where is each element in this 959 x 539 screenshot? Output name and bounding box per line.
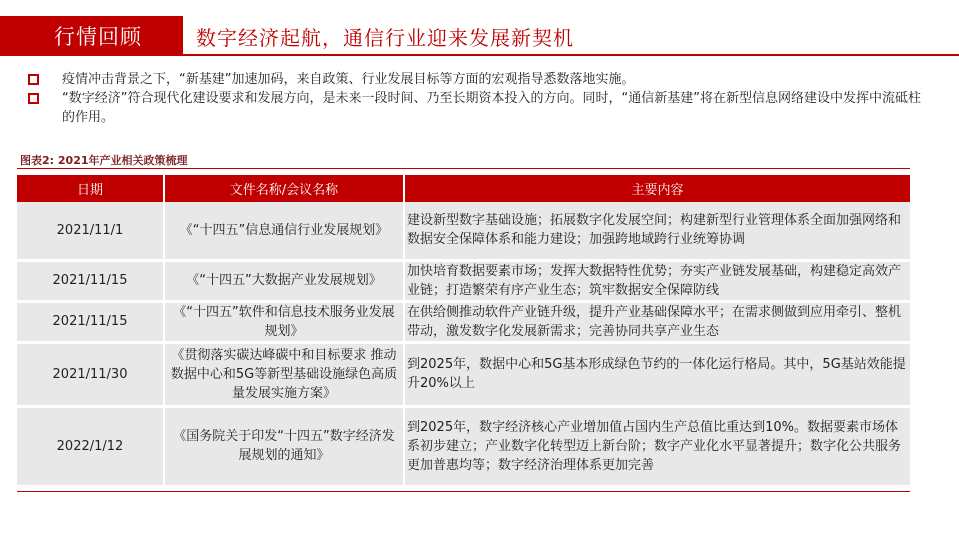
column-header-document: 文件名称/会议名称: [164, 175, 404, 202]
cell-content: 在供给侧推动软件产业链升级，提升产业基础保障水平；在需求侧做到应用牵引、整机带动，激发数字化发展新需求；完善协同共享产业生态: [404, 301, 910, 342]
bullet-item: [22, 70, 922, 89]
cell-content: 建设新型数字基础设施；拓展数字化发展空间；构建新型行业管理体系全面加强网络和数据安全保障体系和能力建设；加强跨地域跨行业统筹协调: [404, 202, 910, 260]
column-header-date: 日期: [17, 175, 164, 202]
table-bottom-divider: [17, 491, 910, 492]
bullet-item: [22, 89, 922, 127]
bullet-text: 疫情冲击背景之下，“新基建”加速加码，来自政策、行业发展目标等方面的宏观指导悉数落地实施。: [62, 72, 635, 87]
cell-date: 2022/1/12: [17, 406, 164, 486]
table-row: [17, 406, 910, 486]
table-row: [17, 342, 910, 406]
cell-date: 2021/11/30: [17, 342, 164, 406]
cell-content: 到2025年，数字经济核心产业增加值占国内生产总值比重达到10%。数据要素市场体系初步建立；产业数字化转型迈上新台阶；数字产业化水平显著提升；数字化公共服务更加普惠均等；数字经济治理体系更加完善: [404, 406, 910, 486]
section-label: 行情回顾: [54, 25, 142, 49]
bullet-list: [22, 70, 922, 127]
cell-content: 到2025年，数据中心和5G基本形成绿色节约的一体化运行格局。其中，5G基站效能提升20%以上: [404, 342, 910, 406]
cell-document: 《贯彻落实碳达峰碳中和目标要求 推动数据中心和5G等新型基础设施绿色高质量发展实施方案》: [164, 342, 404, 406]
square-bullet-icon: [28, 93, 39, 104]
cell-document: 《国务院关于印发“十四五”数字经济发展规划的通知》: [164, 406, 404, 486]
policy-table: [17, 175, 910, 488]
bullet-text: “数字经济”符合现代化建设要求和发展方向，是未来一段时间、乃至长期资本投入的方向。同时，“通信新基建”将在新型信息网络建设中发挥中流砥柱的作用。: [62, 91, 921, 125]
table-row: [17, 202, 910, 260]
table-row: [17, 260, 910, 301]
column-header-content: 主要内容: [404, 175, 910, 202]
section-label-block: [0, 16, 183, 56]
figure-caption: 图表2: 2021年产业相关政策梳理: [20, 154, 188, 167]
cell-document: 《“十四五”大数据产业发展规划》: [164, 260, 404, 301]
page-title: 数字经济起航，通信行业迎来发展新契机: [196, 26, 574, 50]
table-row: [17, 301, 910, 342]
cell-content: 加快培育数据要素市场；发挥大数据特性优势；夯实产业链发展基础，构建稳定高效产业链；打造繁荣有序产业生态；筑牢数据安全保障防线: [404, 260, 910, 301]
table-header-row: [17, 175, 910, 202]
figure-divider: [17, 168, 910, 169]
header-divider: [183, 54, 959, 56]
cell-document: 《“十四五”软件和信息技术服务业发展规划》: [164, 301, 404, 342]
cell-date: 2021/11/15: [17, 260, 164, 301]
cell-date: 2021/11/1: [17, 202, 164, 260]
square-bullet-icon: [28, 74, 39, 85]
cell-document: 《“十四五”信息通信行业发展规划》: [164, 202, 404, 260]
cell-date: 2021/11/15: [17, 301, 164, 342]
